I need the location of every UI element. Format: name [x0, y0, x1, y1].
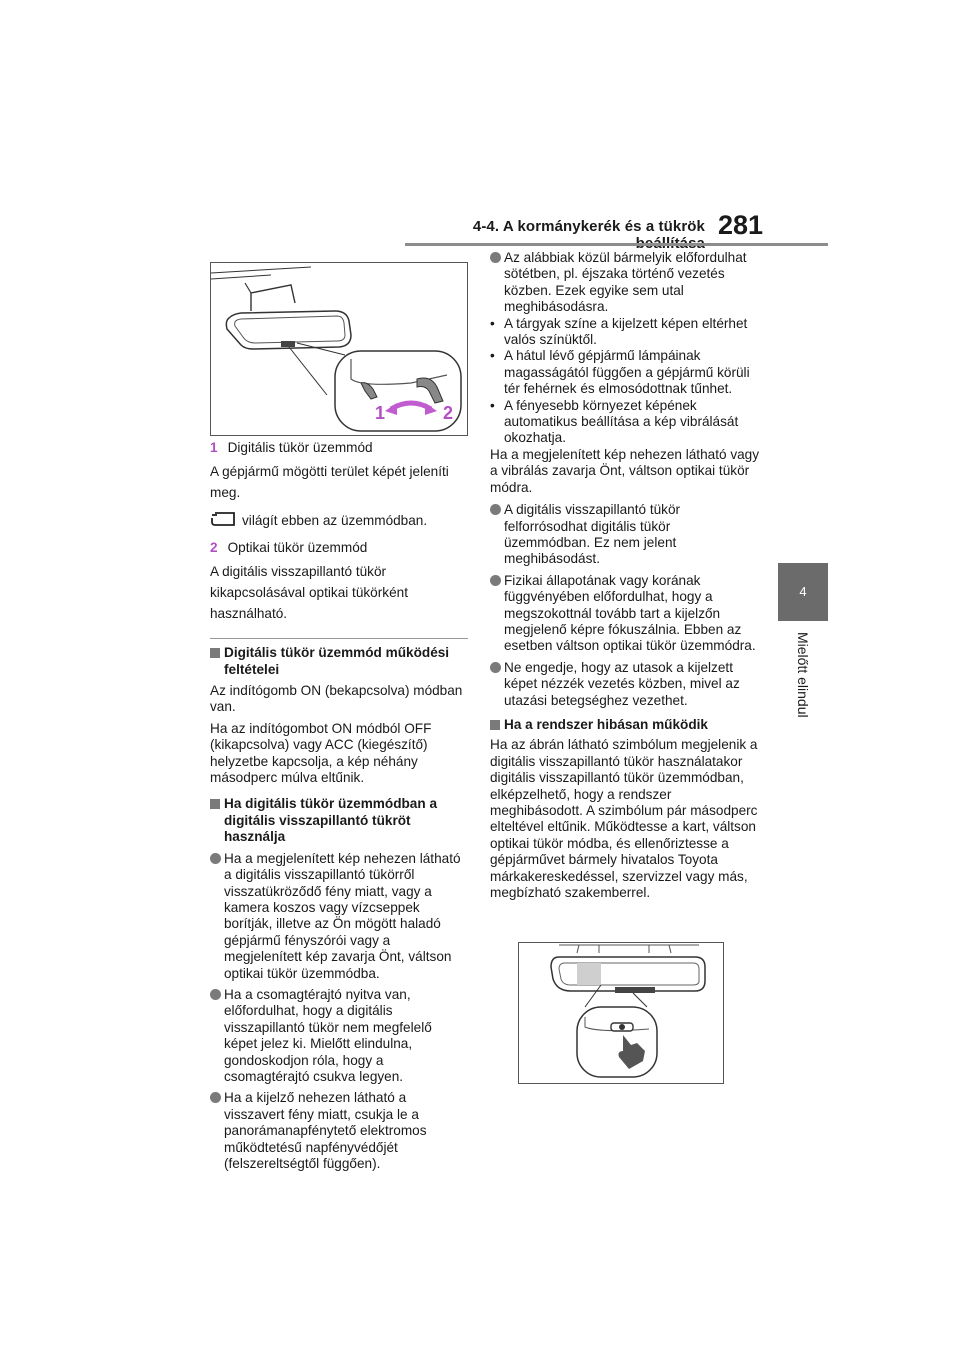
- header-rule: [405, 243, 828, 246]
- item-title: Digitális tükör üzemmód: [227, 440, 373, 455]
- section-heading: Ha digitális tükör üzemmódban a digitális visszapillantó tükröt használja: [224, 796, 437, 845]
- bullet-icon: [490, 504, 501, 515]
- bullet-text: Ha a kijelző nehezen látható a visszavert fény miatt, csukja le a panorámanapfénytető elektromos működtetésű napfényvédőjét (felszereltségtől függően).: [224, 1090, 427, 1171]
- chapter-title: Mielőtt elindul: [795, 632, 811, 718]
- mirror-symbol-figure: [518, 942, 724, 1084]
- sub-bullet: •: [490, 315, 495, 331]
- bullet-icon: [210, 1092, 221, 1103]
- paragraph: A gépjármű mögötti terület képét jeleníti meg.: [210, 464, 449, 501]
- section-title: 4-4. A kormánykerék és a tükrök: [472, 218, 705, 235]
- bullet-icon: [210, 853, 221, 864]
- section-heading: Digitális tükör üzemmód működési feltételei: [224, 645, 450, 677]
- bullet-text: Ha a csomagtérajtó nyitva van, előfordulhat, hogy a digitális visszapillantó tükör nem megfelelő képet jelez ki. Mielőtt elindulna, gondoskodjon róla, hogy a csomagtérajtó csukva legyen.: [224, 986, 432, 1084]
- bullet-text: A digitális visszapillantó tükör felforrósodhat digitális tükör üzemmódban. Ez nem jelent meghibásodást.: [504, 502, 681, 567]
- sub-bullet-text: A tárgyak színe a kijelzett képen eltérhet valós színüktől.: [504, 315, 748, 348]
- paragraph: Az indítógomb ON (bekapcsolva) módban van.: [210, 683, 463, 715]
- paragraph: Ha az indítógombot ON módból OFF (kikapcsolva) vagy ACC (kiegészítő) helyzetbe kapcsolja, a kép néhány másodperc múlva eltűnik.: [210, 720, 432, 786]
- item-title: Optikai tükör üzemmód: [227, 539, 368, 555]
- mirror-indicator-icon: [210, 511, 236, 531]
- right-column: [490, 250, 760, 906]
- bullet-icon: [490, 252, 501, 263]
- square-bullet-icon: [210, 799, 220, 809]
- sub-bullet-text: A hátul lévő gépjármű lámpáinak magasságától függően a gépjármű körüli tér fehérnek és elmosódottnak tűnhet.: [504, 348, 750, 397]
- bullet-text: Fizikai állapotának vagy korának függvényében előfordulhat, hogy a megszokottnál tovább tart a kijelzőn megjelenő képre fókuszálnia. Ebben az esetben váltson optikai tükör üzemmódra.: [504, 572, 756, 654]
- chapter-tab: 4: [778, 563, 828, 621]
- bullet-icon: [490, 575, 501, 586]
- sub-bullet-text: A fényesebb környezet képének automatikus beállítása a kép vibrálását okozhatja.: [504, 397, 739, 446]
- figure-label-1: 1: [375, 403, 386, 423]
- sub-bullet: •: [490, 348, 495, 364]
- mirror-lever-figure: [210, 262, 468, 436]
- page-number: 281: [718, 210, 764, 240]
- paragraph: Ha a megjelenített kép nehezen látható vagy a vibrálás zavarja Önt, váltson optikai tükör módra.: [490, 446, 760, 495]
- bullet-text: Ne engedje, hogy az utasok a kijelzett képet nézzék vezetés közben, mivel az utazási betegséghez vezethet.: [504, 659, 740, 708]
- bullet-text: Az alábbiak közül bármelyik előfordulhat sötétben, pl. éjszaka történő vezetés közben. Ezek egyike sem utal meghibásodásra.: [504, 250, 747, 315]
- figure-label-2: 2: [443, 403, 454, 423]
- square-bullet-icon: [490, 720, 500, 730]
- square-bullet-icon: [210, 648, 220, 658]
- item-number: 2: [210, 539, 218, 555]
- bullet-icon: [210, 989, 221, 1000]
- left-column: [210, 440, 468, 1172]
- bullet-text: Ha a megjelenített kép nehezen látható a digitális visszapillantó tükörről visszatükröződő fény miatt, vagy a kamera koszos vagy vízcseppek borítják, illetve az Ön mögött haladó gépjármű fényszórói vagy a megjelenített kép zavarja Önt, váltson optikai tükör üzemmódba.: [224, 850, 461, 981]
- paragraph: Ha az ábrán látható szimbólum megjelenik a digitális visszapillantó tükör használatakor digitális visszapillantó tükör üzemmódban, elképzelhető, hogy a rendszer meghibásodott. A szimbólum pár másodperc elteltével eltűnik. Működtesse a kart, váltson optikai tükör módba, és ellenőriztesse a gépjárművet bármely hivatalos Toyota márkakereskedéssel, szervizzel vagy más, megbízható szakemberrel.: [490, 737, 758, 901]
- item-number: 1: [210, 440, 218, 455]
- bullet-icon: [490, 662, 501, 673]
- sub-bullet: •: [490, 397, 495, 413]
- divider: [210, 638, 468, 639]
- indicator-text: világít ebben az üzemmódban.: [242, 513, 428, 529]
- paragraph: A digitális visszapillantó tükör kikapcsolásával optikai tükörként használható.: [210, 564, 408, 622]
- section-heading: Ha a rendszer hibásan működik: [504, 716, 708, 732]
